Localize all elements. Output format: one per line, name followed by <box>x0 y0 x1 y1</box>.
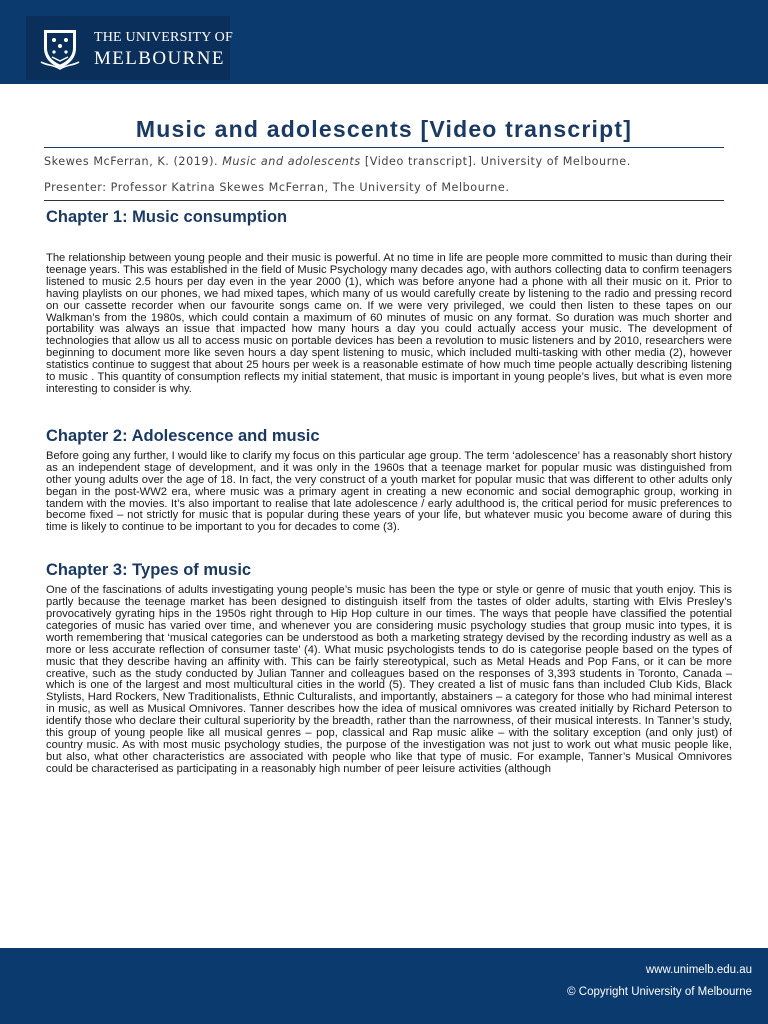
citation-title: Music and adolescents <box>222 155 361 168</box>
chapter-1-heading: Chapter 1: Music consumption <box>46 208 288 226</box>
title-block <box>44 116 724 201</box>
citation <box>44 154 724 170</box>
header-band <box>0 0 768 84</box>
footer-url-link[interactable]: www.unimelb.edu.au <box>645 964 752 976</box>
university-logo[interactable] <box>26 16 233 80</box>
chapter-1-body: The relationship between young people and their music is powerful. At no time in life are people more committed to music than during their teenage years. This was established in the field of Music Psychology many decades ago, with authors collecting data to confirm teenagers listened to music 2.5 hours per day even in the year 2000 (1), which was before anyone had a phone with all their music on it. Prior to having playlists on our phones, we had mixed tapes, which many of us would carefully create by listening to the radio and pressing record on our cassette recorder when our favourite songs came on. If we were very privileged, we could then listen to these tapes on our Walkman’s from the 1980s, which could contain a maximum of 60 minutes of music on any format. So duration was much shorter and portability was always an issue that impacted how many hours a day you could actually access your music. The development of technologies that allow us all to access music on portable devices has been a revolution to music listeners and by 2010, researchers were beginning to document more like seven hours a day spent listening to music, which included multi-tasking with other media (2), however statistics continue to suggest that about 25 hours per week is a reasonable estimate of how much time people actually describing listening to music . This quantity of consumption reflects my initial statement, that music is important in young people’s lives, but what is even more interesting to consider is why. <box>46 252 732 395</box>
university-crest-icon <box>38 26 82 70</box>
footer-band <box>0 948 768 1024</box>
document-title: Music and adolescents [Video transcript] <box>44 116 724 148</box>
chapter-3-heading: Chapter 3: Types of music <box>46 561 252 580</box>
presenter-line: Presenter: Professor Katrina Skewes McFerran, The University of Melbourne. <box>44 180 724 201</box>
chapter-3-body: One of the fascinations of adults investigating young people’s music has been the type or style or genre of music that youth enjoy. This is partly because the teenage market has been designed to distinguish itself from the tastes of older adults, starting with Elvis Presley’s provocatively gyrating hips in the 1950s right through to Hip Hop culture in our times. The ways that people have classified the potential categories of music has varied over time, and whenever you are considering music psychology studies that group music into types, it is worth remembering that ‘musical categories can be understood as both a marketing strategy devised by the recording industry as well as a more or less accurate reflection of consumer taste’ (4). What music psychologists tends to do is categorise people based on the types of music that they describe having an affinity with. This can be fairly stereotypical, such as Metal Heads and Pop Fans, or it can be more creative, such as the study conducted by Julian Tanner and colleagues based on the responses of 3,393 students in Toronto, Canada – which is one of the largest and most multicultural cities in the world (5). They created a list of music fans than included Club Kids, Black Stylists, Hard Rockers, New Traditionalists, Ethnic Culturalists, and importantly, abstainers – a category for those who had minimal interest in music, as well as Musical Omnivores. Tanner describes how the idea of musical omnivores was created initially by Richard Peterson to identify those who declare their cultural superiority by the breadth, rather than the narrowness, of their musical interests. In Tanner’s study, this group of young people like all musical genres – pop, classical and Rap music alike – with the solitary exception (and only just) of country music. As with most music psychology studies, the purpose of the investigation was not just to work out what music people like, but also, what other characteristics are associated with people who like that type of music. For example, Tanner’s Musical Omnivores could be characterised as participating in a reasonably high number of peer leisure activities (although <box>46 584 732 775</box>
logo-line-1: THE UNIVERSITY OF <box>94 30 233 45</box>
chapter-2-body: Before going any further, I would like to clarify my focus on this particular age group. The term ‘adolescence’ has a reasonably short history as an independent stage of development, and it was only in the 1960s that a teenage market for popular music was distinguished from other young adults over the age of 18. In fact, the very construct of a youth market for popular music that was different to other adults only began in the post-WW2 era, where music was a primary agent in creating a new economic and social demographic group, working in tandem with the movies. It’s also important to realise that late adolescence / early adulthood is, the critical period for music preferences to become fixed – not strictly for music that is popular during these years of your life, but whatever music you become aware of during this time is likely to continue to be important to you for decades to come (3). <box>46 449 732 534</box>
chapter-2-heading: Chapter 2: Adolescence and music <box>46 426 320 445</box>
footer-copyright: © Copyright University of Melbourne <box>567 986 752 998</box>
transcript-content <box>46 206 732 776</box>
citation-suffix: [Video transcript]. University of Melbourne. <box>360 155 631 168</box>
logo-line-2: MELBOURNE <box>94 48 225 69</box>
citation-prefix: Skewes McFerran, K. (2019). <box>44 155 223 168</box>
